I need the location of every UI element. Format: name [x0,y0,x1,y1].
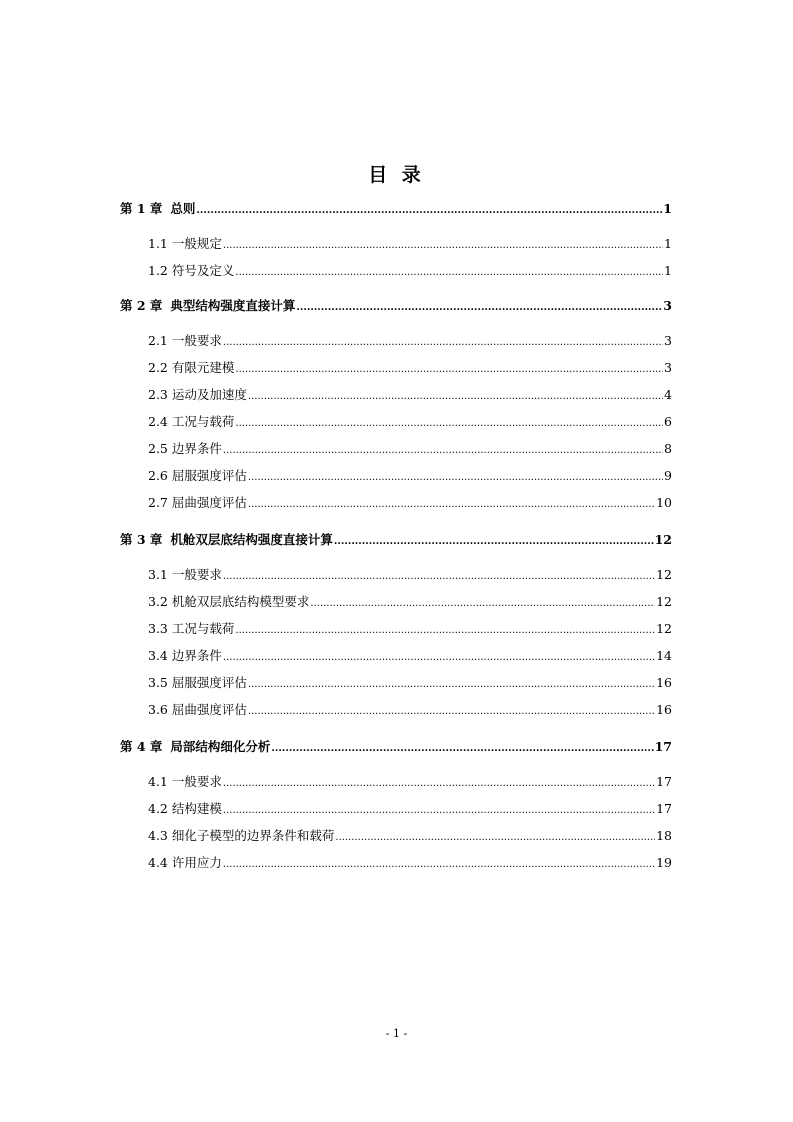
toc-dot-leader [271,739,653,759]
toc-page-number: 4 [664,387,672,402]
toc-page-number: 12 [656,621,672,636]
toc-entry-number: 第 3 章 [120,532,163,547]
toc-section-entry[interactable] [148,261,672,281]
toc-section-entry[interactable] [148,619,672,639]
toc-entry-title: 机舱双层底结构强度直接计算 [170,532,333,547]
toc-entry-title: 细化子模型的边界条件和载荷 [171,828,335,843]
toc-entry-title: 一般规定 [171,236,222,251]
toc-entry-label [148,565,222,585]
toc-dot-leader [310,594,655,614]
toc-page-number: 19 [656,855,672,870]
toc-entry-number: 1.1 [148,236,168,251]
toc-page-number: 14 [656,648,672,663]
toc-entry-number: 第 1 章 [120,201,163,216]
toc-entry-number: 3.6 [148,702,168,717]
toc-entry-number: 4.3 [148,828,168,843]
toc-entry-label [148,331,222,351]
toc-entry-label [120,737,270,757]
toc-section-entry[interactable] [148,439,672,459]
toc-entry-label [148,772,222,792]
toc-page-number: 3 [663,298,672,313]
toc-dot-leader [223,567,655,587]
toc-entry-title: 屈服强度评估 [171,675,247,690]
toc-entry-number: 2.1 [148,333,168,348]
toc-entry-number: 3.4 [148,648,168,663]
toc-entry-title: 屈曲强度评估 [171,702,247,717]
toc-entry-title: 总则 [170,201,196,216]
toc-entry-label [120,296,295,316]
toc-entry-number: 1.2 [148,263,168,278]
toc-entry-label [148,826,334,846]
toc-entry-label [120,199,195,219]
toc-entry-label [148,646,222,666]
toc-section-entry[interactable] [148,700,672,720]
toc-section-entry[interactable] [148,826,672,846]
toc-dot-leader [296,298,662,318]
toc-dot-leader [223,774,655,794]
toc-page-number: 17 [656,801,672,816]
toc-dot-leader [248,468,663,488]
toc-dot-leader [235,360,663,380]
toc-page-number: 1 [663,201,672,216]
toc-entry-number: 2.2 [148,360,168,375]
toc-dot-leader [223,236,663,256]
toc-section-entry[interactable] [148,385,672,405]
toc-page-number: 16 [656,675,672,690]
toc-entry-title: 屈曲强度评估 [171,495,247,510]
toc-dot-leader [248,675,655,695]
page-title: 目 录 [368,164,425,186]
toc-dot-leader [248,387,663,407]
toc-entry-title: 机舱双层底结构模型要求 [171,594,310,609]
toc-entry-title: 许用应力 [171,855,222,870]
page-number-footer: - 1 - [385,1027,408,1040]
toc-entry-label [148,700,247,720]
toc-dot-leader [248,495,655,515]
toc-entry-label [148,466,247,486]
toc-entry-number: 2.4 [148,414,168,429]
toc-entry-title: 边界条件 [171,648,222,663]
toc-entry-number: 2.6 [148,468,168,483]
toc-section-entry[interactable] [148,412,672,432]
toc-entry-title: 典型结构强度直接计算 [170,298,296,313]
toc-entry-label [148,385,247,405]
toc-entry-title: 边界条件 [171,441,222,456]
toc-section-entry[interactable] [148,853,672,873]
toc-entry-number: 2.7 [148,495,168,510]
toc-dot-leader [196,201,662,221]
toc-dot-leader [334,532,654,552]
toc-entry-title: 屈服强度评估 [171,468,247,483]
toc-entry-number: 第 4 章 [120,739,163,754]
toc-page-number: 9 [664,468,672,483]
toc-entry-number: 2.5 [148,441,168,456]
toc-entry-label [148,261,234,281]
toc-page-number: 12 [654,532,672,547]
toc-chapter-entry[interactable] [120,530,672,550]
toc-entry-label [148,799,222,819]
toc-dot-leader [235,263,663,283]
toc-section-entry[interactable] [148,646,672,666]
toc-dot-leader [223,333,663,353]
toc-page-number: 12 [656,594,672,609]
toc-dot-leader [223,855,655,875]
toc-page-number: 8 [664,441,672,456]
toc-entry-number: 3.2 [148,594,168,609]
toc-section-entry[interactable] [148,493,672,513]
toc-section-entry[interactable] [148,565,672,585]
toc-entry-label [148,358,234,378]
toc-entry-label [148,234,222,254]
toc-entry-number: 4.1 [148,774,168,789]
toc-entry-label [148,412,234,432]
toc-entry-title: 一般要求 [171,774,222,789]
toc-page-number: 1 [664,236,672,251]
toc-dot-leader [223,801,655,821]
toc-page-number: 17 [656,774,672,789]
toc-chapter-entry[interactable] [120,737,672,757]
toc-page-number: 16 [656,702,672,717]
toc-entry-label [148,592,309,612]
toc-entry-label [120,530,333,550]
toc-dot-leader [223,441,663,461]
toc-entry-number: 第 2 章 [120,298,163,313]
toc-page-number: 1 [664,263,672,278]
toc-chapter-entry[interactable] [120,296,672,316]
toc-entry-title: 结构建模 [171,801,222,816]
toc-page-number: 17 [654,739,672,754]
toc-dot-leader [248,702,655,722]
toc-section-entry[interactable] [148,331,672,351]
toc-section-entry[interactable] [148,673,672,693]
toc-page-number: 3 [664,333,672,348]
toc-entry-title: 运动及加速度 [171,387,247,402]
toc-page-number: 12 [656,567,672,582]
toc-entry-label [148,439,222,459]
toc-entry-label [148,619,234,639]
toc-section-entry[interactable] [148,592,672,612]
toc-entry-label [148,493,247,513]
toc-entry-number: 3.1 [148,567,168,582]
toc-entry-title: 局部结构细化分析 [170,739,271,754]
toc-entry-number: 4.4 [148,855,168,870]
toc-page-number: 10 [656,495,672,510]
toc-dot-leader [223,648,655,668]
toc-section-entry[interactable] [148,234,672,254]
toc-entry-title: 一般要求 [171,567,222,582]
toc-page-number: 3 [664,360,672,375]
toc-section-entry[interactable] [148,799,672,819]
toc-entry-label [148,853,222,873]
toc-section-entry[interactable] [148,466,672,486]
toc-entry-title: 工况与载荷 [171,621,235,636]
toc-chapter-entry[interactable] [120,199,672,219]
toc-dot-leader [235,621,655,641]
toc-entry-title: 一般要求 [171,333,222,348]
toc-entry-title: 有限元建模 [171,360,235,375]
toc-page-number: 18 [656,828,672,843]
toc-entry-title: 符号及定义 [171,263,235,278]
toc-entry-number: 3.3 [148,621,168,636]
toc-dot-leader [335,828,655,848]
toc-entry-title: 工况与载荷 [171,414,235,429]
toc-dot-leader [235,414,663,434]
toc-entry-label [148,673,247,693]
toc-section-entry[interactable] [148,358,672,378]
toc-section-entry[interactable] [148,772,672,792]
toc-entry-number: 4.2 [148,801,168,816]
toc-entry-number: 3.5 [148,675,168,690]
toc-page-number: 6 [664,414,672,429]
toc-entry-number: 2.3 [148,387,168,402]
